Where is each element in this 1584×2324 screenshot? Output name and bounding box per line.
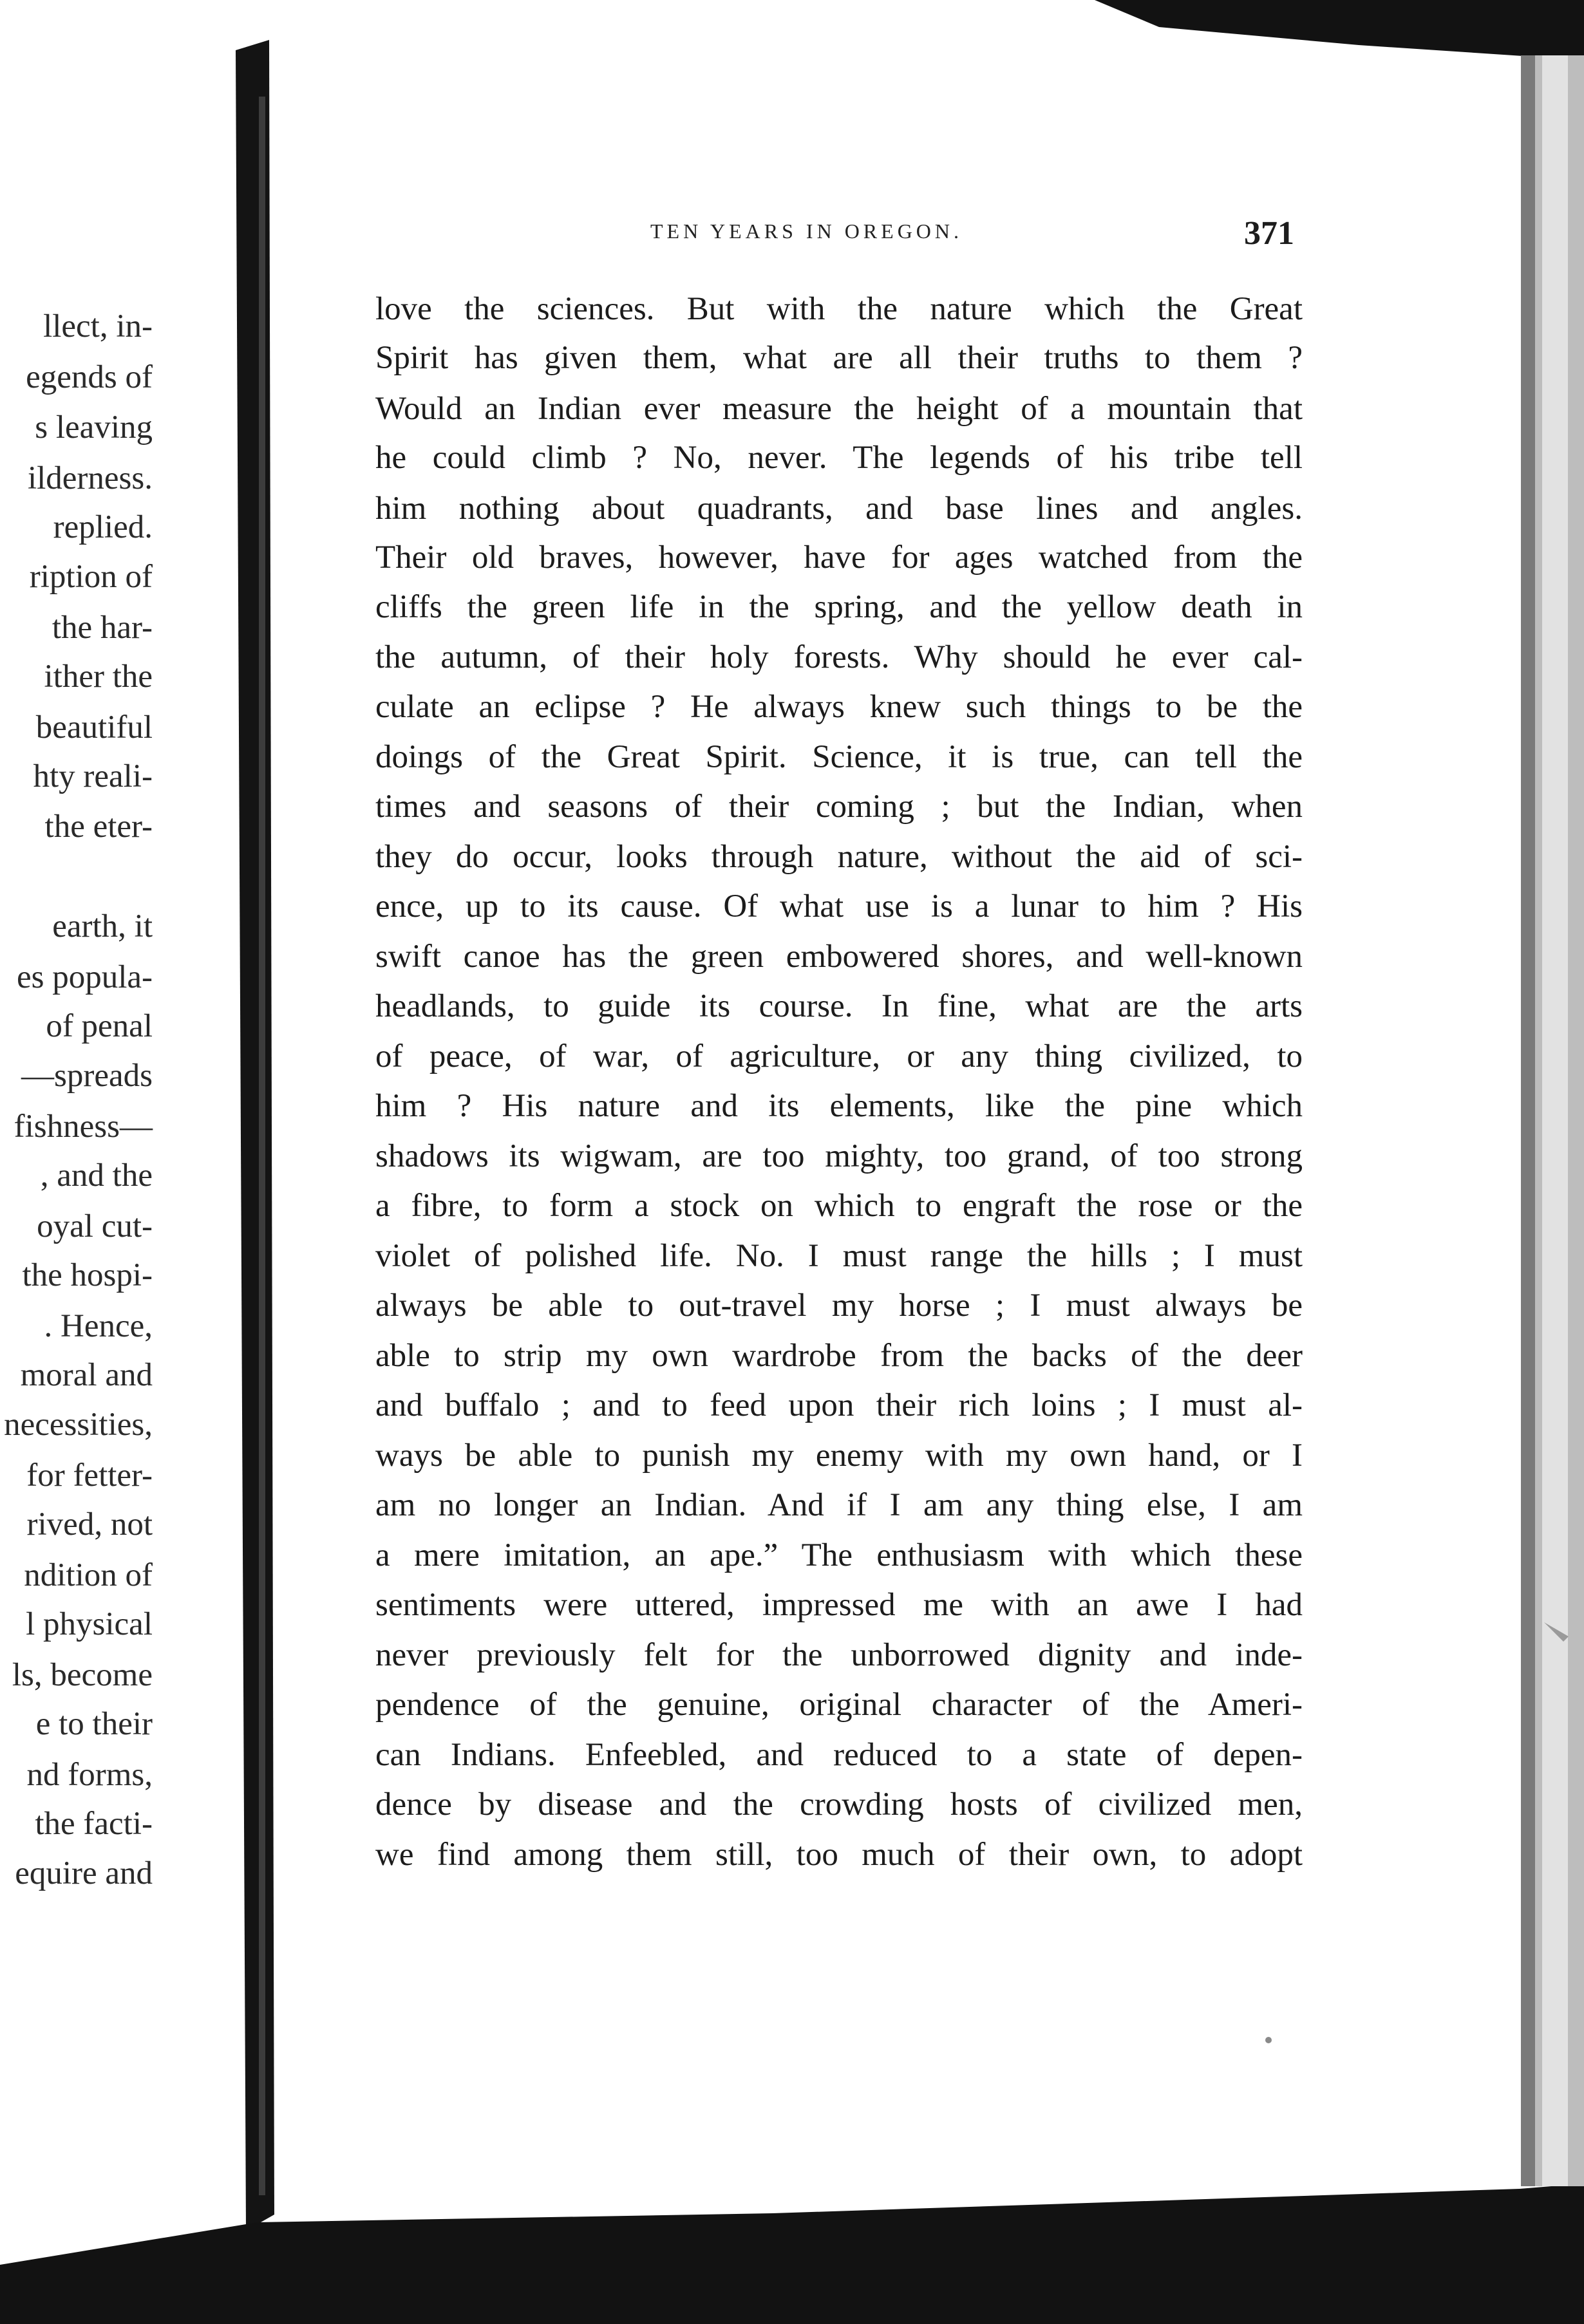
left-page-line: the hospi- <box>22 1257 153 1293</box>
left-page-line: egends of <box>26 359 153 395</box>
body-text-line: and buffalo ; and to feed upon their rich loins ; I must al- <box>375 1387 1303 1423</box>
body-text-line: pendence of the genuine, original character of the Ameri- <box>375 1687 1303 1723</box>
body-text-line: we find among them still, too much of their own, to adopt <box>375 1837 1303 1873</box>
left-page-line: llect, in- <box>43 308 153 344</box>
left-page-line: ls, become <box>12 1657 153 1693</box>
body-text-line: ence, up to its cause. Of what use is a lunar to him ? His <box>375 888 1303 924</box>
left-page-line: e to their <box>35 1706 153 1742</box>
left-page-line: beautiful <box>35 709 153 745</box>
left-page-line: necessities, <box>4 1407 153 1443</box>
left-page-line: earth, it <box>52 908 153 944</box>
left-page-line: ilderness. <box>27 460 153 496</box>
body-text-line: Would an Indian ever measure the height of a mountain that <box>375 391 1303 427</box>
body-text-line: dence by disease and the crowding hosts of civilized men, <box>375 1786 1303 1823</box>
gutter-highlight <box>259 97 265 2195</box>
left-page-line: fishness— <box>14 1109 153 1145</box>
left-page-line: —spreads <box>21 1058 153 1094</box>
body-text-line: swift canoe has the green embowered shores, and well-known <box>375 939 1303 975</box>
left-page-line: for fetter- <box>26 1457 153 1494</box>
left-page-line: ither the <box>44 659 153 695</box>
left-page-line: ndition of <box>24 1557 153 1593</box>
body-text-line: culate an eclipse ? He always knew such things to be the <box>375 689 1303 725</box>
left-page-line: the eter- <box>44 809 153 845</box>
page-speck <box>1265 2037 1272 2043</box>
body-text-line: the autumn, of their holy forests. Why should he ever cal- <box>375 639 1303 675</box>
page-number: 371 <box>1244 215 1294 252</box>
left-page-line: moral and <box>20 1357 153 1393</box>
body-text-line: they do occur, looks through nature, without the aid of sci- <box>375 839 1303 875</box>
running-head: TEN YEARS IN OREGON. <box>650 220 963 243</box>
fore-edge-shade <box>1521 55 1535 2186</box>
left-page-line: . Hence, <box>44 1308 153 1344</box>
body-text-line: love the sciences. But with the nature which the Great <box>375 291 1303 327</box>
body-text-line: him ? His nature and its elements, like the pine which <box>375 1088 1303 1124</box>
left-page-line: , and the <box>40 1157 153 1194</box>
fore-edge-light <box>1542 55 1568 2186</box>
body-text-line: sentiments were uttered, impressed me with an awe I had <box>375 1587 1303 1623</box>
body-text-line: of peace, of war, of agriculture, or any thing civilized, to <box>375 1038 1303 1074</box>
left-page-line: replied. <box>53 509 153 545</box>
body-text-line: never previously felt for the unborrowed dignity and inde- <box>375 1637 1303 1673</box>
left-page-line: nd forms, <box>26 1757 153 1793</box>
body-text-line: headlands, to guide its course. In fine, what are the arts <box>375 988 1303 1024</box>
body-text-line: a mere imitation, an ape.” The enthusiasm with which these <box>375 1537 1303 1573</box>
left-page-line: s leaving <box>35 409 153 445</box>
left-page-line: rived, not <box>26 1506 153 1542</box>
body-text-line: ways be able to punish my enemy with my own hand, or I <box>375 1438 1303 1474</box>
body-text-line: violet of polished life. No. I must range the hills ; I must <box>375 1238 1303 1274</box>
left-page-line: l physical <box>26 1606 153 1642</box>
left-page-line: equire and <box>15 1855 153 1891</box>
left-page-line: of penal <box>46 1008 153 1044</box>
left-page-line: the har- <box>52 610 153 646</box>
body-text-line: a fibre, to form a stock on which to engraft the rose or the <box>375 1188 1303 1224</box>
body-text-line: can Indians. Enfeebled, and reduced to a state of depen- <box>375 1737 1303 1773</box>
body-text-line: shadows its wigwam, are too mighty, too grand, of too strong <box>375 1138 1303 1174</box>
left-page-line: oyal cut- <box>37 1208 153 1244</box>
left-page-line: ription of <box>29 559 153 595</box>
left-page-line: es popula- <box>16 959 153 995</box>
body-text-line: him nothing about quadrants, and base lines and angles. <box>375 491 1303 527</box>
body-text-line: am no longer an Indian. And if I am any thing else, I am <box>375 1487 1303 1523</box>
body-text-line: always be able to out-travel my horse ; I must always be <box>375 1288 1303 1324</box>
body-text-line: Their old braves, however, have for ages watched from the <box>375 539 1303 576</box>
body-text-line: Spirit has given them, what are all their truths to them ? <box>375 340 1303 376</box>
body-text-line: cliffs the green life in the spring, and the yellow death in <box>375 589 1303 625</box>
body-text-line: able to strip my own wardrobe from the backs of the deer <box>375 1338 1303 1374</box>
body-text-line: times and seasons of their coming ; but the Indian, when <box>375 789 1303 825</box>
left-page-line: the facti- <box>35 1806 153 1842</box>
left-page-line: hty reali- <box>33 758 153 794</box>
body-text-line: he could climb ? No, never. The legends of his tribe tell <box>375 440 1303 476</box>
body-text-line: doings of the Great Spirit. Science, it is true, can tell the <box>375 739 1303 775</box>
